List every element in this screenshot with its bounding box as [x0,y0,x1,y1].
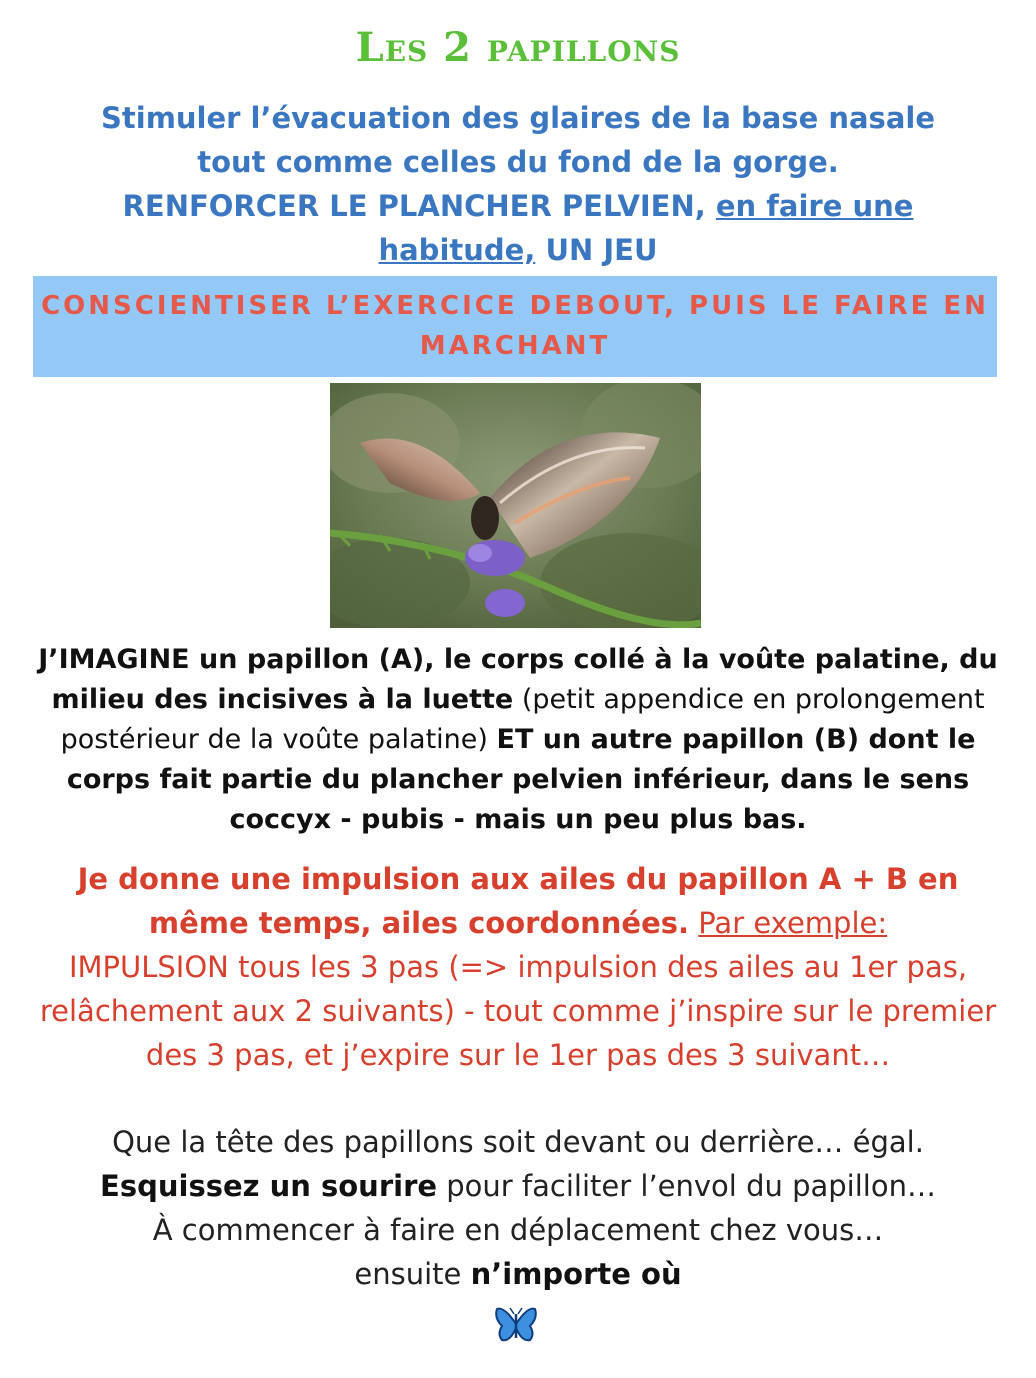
example-link[interactable]: Par exemple: [698,906,888,940]
subtitle-line-2: tout comme celles du fond de la gorge. [197,145,839,179]
closing-bold-smile: Esquissez un sourire [100,1169,438,1203]
banner [33,276,997,377]
subtitle-line-1: Stimuler l’évacuation des glaires de la base nasale [101,101,935,135]
paragraph-closing [36,1120,1000,1296]
closing-smile-rest: pour faciliter l’envol du papillon… [437,1169,936,1203]
subtitle-line-3-prefix: RENFORCER LE PLANCHER PELVIEN, [122,189,716,223]
paragraph-imagine-bold-1: J’IMAGINE un papillon (A), le corps collé à la voûte palatine, du milieu des incisives à la luette [38,644,998,715]
butterfly-photo [330,383,701,628]
closing-line-1: Que la tête des papillons soit devant ou derrière… égal. [112,1125,924,1159]
page-title: Les 2 papillons [355,24,681,71]
paragraph-impulsion-bold: Je donne une impulsion aux ailes du papillon A + B en même temps, ailes coordonnées. [77,862,959,940]
butterfly-icon [494,1304,538,1344]
subtitle [60,96,976,272]
paragraph-imagine-normal: (petit appendice en prolongement postérieur de la voûte palatine) [60,684,985,755]
subtitle-line-3-suffix: UN JEU [535,233,658,267]
paragraph-imagine [36,640,1000,840]
habit-link[interactable]: en faire une habitude, [378,189,914,267]
closing-line-4-prefix: ensuite [354,1257,471,1291]
banner-text: CONSCIENTISER L’EXERCICE DEBOUT, PUIS LE FAIRE EN MARCHANT [41,291,989,361]
paragraph-imagine-bold-2: ET un autre papillon (B) dont le corps fait partie du plancher pelvien inférieur, dans le sens coccyx - pubis - mais un peu plus bas. [66,724,976,835]
paragraph-impulsion-rest: IMPULSION tous les 3 pas (=> impulsion des ailes au 1er pas, relâchement aux 2 suivants) - tout comme j’inspire sur le premier des 3 pas, et j’expire sur le 1er pas des 3 suivant… [39,950,997,1072]
butterfly-photo-illustration [330,383,701,628]
paragraph-impulsion [36,857,1000,1077]
closing-line-3: À commencer à faire en déplacement chez vous… [152,1213,884,1247]
closing-anywhere: n’importe où [470,1257,682,1291]
